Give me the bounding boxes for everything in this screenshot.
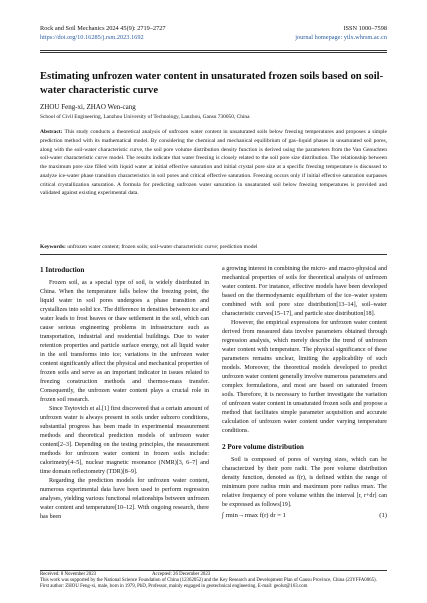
received-date: Received: 8 November 2023	[40, 572, 97, 577]
keywords-label: Keywords:	[40, 244, 66, 250]
funding-note: This work was supported by the National Science Foundation of China (12362052) and the Key Research and Development Plan of Gansu Province, China (23YFFA0065).	[40, 578, 377, 584]
footnotes	[40, 572, 387, 591]
footnote-rule	[40, 570, 387, 571]
abstract-rule	[40, 254, 387, 255]
paragraph: However, the empirical expressions for unfrozen water content derived from measured data involve parameters obtained through regression analysis, which merely describe the trend of unfrozen water content with temperature. The physical significance of these parameters remains unclear, limiting the applicability of such models. Moreover, the theoretical models developed to predict unfrozen water content generally involve numerous parameters and complex formulations, and most are based on saturated frozen soils. Therefore, it is necessary to further investigate the variation of unfrozen water content in unsaturated frozen soils and propose a method that facilitates simple parameter acquisition and accurate calculation of unfrozen water content under varying temperature conditions.	[222, 319, 387, 434]
abstract-text: This study conducts a theoretical analysis of unfrozen water content in unsaturated soils below freezing temperatures and proposes a simple prediction method with its mathematical model. By considering the chemical and mechanical equilibrium of gas–liquid phases in unsaturated soil pores, along with the soil-water characteristic curve, the soil pore volume distribution density function is derived using the parameters from the Van Genuchten soil-water characteristic curve model. The results indicate that water freezing is closely related to the soil pore size distribution. The relationship between the maximum pore size filled with liquid water at initial effective saturation and initial crystal pore size at a specific freezing temperature is discussed to analyze ice-water phase transition characteristics in soil pores and critical effective saturation. Freezing occurs only if initial effective saturation surpasses critical crystallization saturation. A formula for predicting unfrozen water saturation in unsaturated soil below freezing temperatures is provided and validated against existing experimental data.	[40, 129, 387, 197]
equation-1	[222, 512, 387, 521]
running-header	[40, 25, 387, 49]
section-heading-introduction: 1 Introduction	[40, 266, 85, 274]
header-rule	[40, 50, 387, 51]
authors: ZHOU Feng-xi, ZHAO Wen-cang	[40, 103, 136, 111]
affiliation: School of Civil Engineering, Lanzhou University of Technology, Lanzhou, Gansu 730050, China	[40, 114, 250, 120]
author-info: First author: ZHOU Feng-xi, male, born in 1979, PhD, Professor, mainly engaged in geotechnical engineering. E-mail: geolut@163.com	[40, 584, 308, 590]
right-column	[222, 265, 387, 521]
paper-title: Estimating unfrozen water content in unsaturated frozen soils based on soil-water characteristic curve	[40, 71, 384, 96]
paragraph: Regarding the prediction models for unfrozen water content, numerous experimental data have been used to perform regression analyses, yielding various functional relationships between unfrozen water content and temperature[10–12]. With ongoing research, there has been	[40, 477, 209, 520]
abstract	[40, 128, 387, 198]
keywords-text: unfrozen water content; frozen soils; soil-water characteristic curve; prediction model	[67, 244, 258, 250]
accepted-date: Accepted: 26 December 2023	[152, 572, 211, 577]
doi-link[interactable]: https://doi.org/10.16285/j.rsm.2023.1692	[40, 33, 144, 41]
section-heading-pore-volume: 2 Pore volume distribution	[222, 442, 304, 451]
left-column	[40, 265, 209, 522]
paragraph: Since Tsytovich et al.[1] first discovered that a certain amount of unfrozen water is always present in soils under subzero conditions, substantial progress has been made in experimental measurement methods and theoretical prediction models of unfrozen water content[2–3]. Depending on the testing principles, the measurement methods for unfrozen water content in frozen soils include: calorimetry[4–5], nuclear magnetic resonance (NMR)[3, 6–7] and time domain reflectometry (TDR)[8–9].	[40, 405, 209, 475]
abstract-label: Abstract:	[40, 129, 63, 135]
equation-number: (1)	[379, 511, 387, 519]
paragraph: a growing interest in combining the micro- and macro-physical and mechanical properties of soils for theoretical analysis of unfrozen water content. For instance, effective models have been developed based on the thermodynamic equilibrium of the ice–water system combined with soil pore size distribution[13–14], soil–water characteristic curves[15–17], and particle size distribution[18].	[222, 266, 387, 317]
header-rule-double	[40, 52, 387, 53]
equation-body: ∫ rmin→rmax f(r) dr = 1	[222, 511, 286, 519]
journal-homepage-link[interactable]: journal homepage: ytlx.whrsm.ac.cn	[295, 33, 387, 41]
paragraph: Frozen soil, as a special type of soil, is widely distributed in China. When the temperature falls below the freezing point, the liquid water in soil pores undergoes a phase transition and crystallizes into solid ice. The difference in densities between ice and water leads to frost heaves or thaw settlement in the soil, which can cause serious engineering problems in infrastructure such as transportation, industrial and residential buildings. Due to water retention properties and particle surface energy, not all liquid water in the soil transforms into ice; variations in the unfrozen water content significantly affect the physical and mechanical properties of frozen soils and serve as an important indicator in issues related to freezing construction methods and thermos-mass transfer. Consequently, the unfrozen water content plays a crucial role in frozen soil research.	[40, 280, 209, 403]
keywords	[40, 243, 387, 251]
issn: ISSN 1000–7598	[343, 25, 387, 32]
journal-citation: Rock and Soil Mechanics 2024 45(9): 2719–2727	[40, 25, 166, 32]
paragraph: Soil is composed of pores of varying sizes, which can be characterized by their pore radii. The pore volume distribution density function, denoted as f(r), is defined within the range of minimum pore radius rmin and maximum pore radius rmax. The relative frequency of pore volume within the interval [r, r+dr] can be expressed as follows[19].	[222, 456, 387, 508]
